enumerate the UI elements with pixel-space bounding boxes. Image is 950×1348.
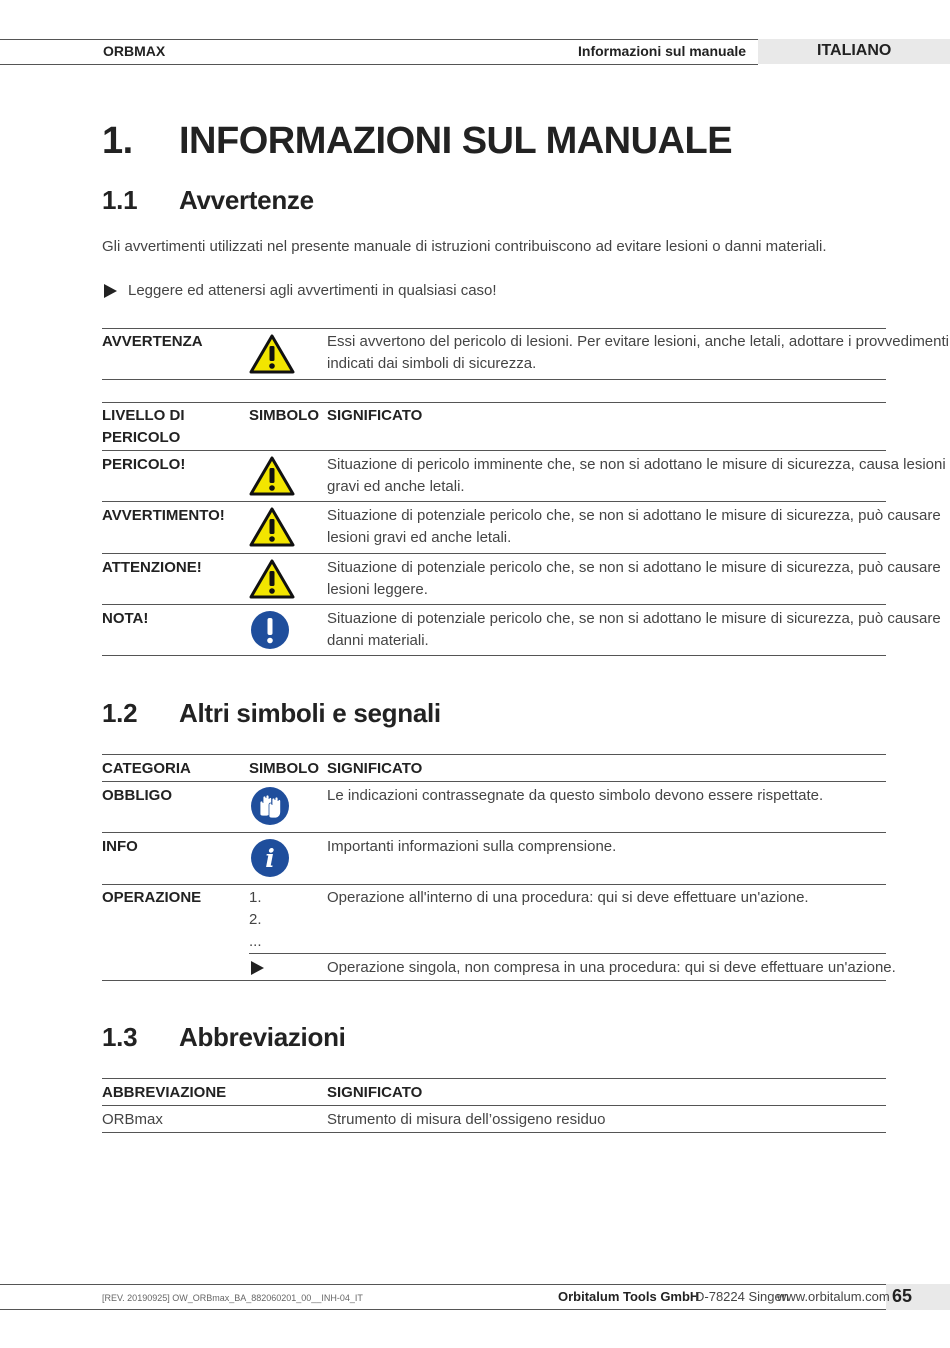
action-instruction: Leggere ed attenersi agli avvertimenti in qualsiasi caso!	[128, 282, 497, 299]
header-product: ORBMAX	[103, 43, 166, 59]
chapter-title: INFORMAZIONI SUL MANUALE	[179, 120, 733, 162]
chapter-number: 1.	[102, 120, 133, 162]
hazard-text-warning-1: Situazione di potenziale pericolo che, se non si adottano le misure di sicurezza, può causare	[327, 507, 941, 524]
exclamation-circle-icon	[250, 610, 290, 655]
footer-website: www.orbitalum.com	[777, 1289, 890, 1304]
hazard-table-top-rule	[102, 402, 886, 403]
symbols-table-bottom-rule	[102, 980, 886, 981]
section-number-1-2: 1.2	[102, 698, 138, 728]
section-number-1-3: 1.3	[102, 1022, 138, 1052]
hazard-text-warning-2: lesioni gravi ed anche letali.	[327, 529, 512, 546]
hazard-row-rule	[102, 501, 886, 502]
operation-sub-rule	[249, 953, 886, 954]
hazard-text-danger-2: gravi ed anche letali.	[327, 478, 465, 495]
abbr-table-bottom-rule	[102, 1132, 886, 1133]
hazard-level-danger: PERICOLO!	[102, 456, 186, 473]
warning-bottom-rule	[102, 379, 886, 380]
hazard-text-caution-2: lesioni leggere.	[327, 581, 428, 598]
abbr-table-top-rule	[102, 1078, 886, 1079]
category-info: INFO	[102, 838, 138, 855]
footer-company: Orbitalum Tools GmbH	[558, 1289, 700, 1304]
symbols-head-category: CATEGORIA	[102, 760, 191, 777]
warning-label: AVVERTENZA	[102, 333, 203, 350]
hazard-level-note: NOTA!	[102, 610, 149, 627]
operation-step-1: 1.	[249, 889, 262, 906]
section-title-1-2: Altri simboli e segnali	[179, 698, 441, 728]
operation-step-more: ...	[249, 933, 262, 950]
hazard-head-level-2: PERICOLO	[102, 429, 181, 446]
header-section: Informazioni sul manuale	[578, 43, 747, 59]
abbr-meaning: Strumento di misura dell’ossigeno residuo	[327, 1111, 606, 1128]
hazard-text-caution-1: Situazione di potenziale pericolo che, se non si adottano le misure di sicurezza, può causare	[327, 559, 941, 576]
category-operazione: OPERAZIONE	[102, 889, 202, 906]
footer-top-rule	[0, 1284, 886, 1285]
header-language: ITALIANO	[817, 42, 892, 59]
hazard-level-warning: AVVERTIMENTO!	[102, 507, 225, 524]
hazard-text-danger-1: Situazione di pericolo imminente che, se non si adottano le misure di sicurezza, causa lesioni	[327, 456, 946, 473]
symbols-head-rule	[102, 781, 886, 782]
abbr-head-abbreviation: ABBREVIAZIONE	[102, 1084, 227, 1101]
warning-triangle-icon	[249, 456, 295, 501]
warning-text-line2: indicati dai simboli di sicurezza.	[327, 355, 537, 372]
action-arrow-icon	[104, 284, 118, 303]
warning-top-rule	[102, 328, 886, 329]
footer-bottom-rule	[0, 1309, 886, 1310]
svg-text:i: i	[265, 844, 275, 873]
hazard-head-meaning: SIGNIFICATO	[327, 407, 423, 424]
warning-text-line1: Essi avvertono del pericolo di lesioni. Per evitare lesioni, anche letali, adottare i provvedimenti	[327, 333, 949, 350]
operation-steps-meaning: Operazione all'interno di una procedura: qui si deve effettuare un'azione.	[327, 889, 809, 906]
hazard-head-level-1: LIVELLO DI	[102, 407, 185, 424]
hazard-level-caution: ATTENZIONE!	[102, 559, 202, 576]
hazard-text-note-2: danni materiali.	[327, 632, 429, 649]
hazard-table-bottom-rule	[102, 655, 886, 656]
section-number-1-1: 1.1	[102, 185, 138, 215]
section-title-1-3: Abbreviazioni	[179, 1022, 346, 1052]
warning-triangle-icon	[249, 559, 295, 604]
symbols-row-rule	[102, 884, 886, 885]
gloves-mandatory-icon	[250, 786, 290, 831]
symbols-row-rule	[102, 832, 886, 833]
warning-triangle-icon	[249, 334, 295, 379]
operation-step-2: 2.	[249, 911, 262, 928]
obbligo-meaning: Le indicazioni contrassegnate da questo simbolo devono essere rispettate.	[327, 787, 824, 804]
info-circle-icon	[250, 838, 290, 883]
symbols-head-meaning: SIGNIFICATO	[327, 760, 423, 777]
header-top-rule	[0, 39, 758, 40]
single-action-arrow-icon	[251, 961, 265, 980]
info-meaning: Importanti informazioni sulla comprensione.	[327, 838, 617, 855]
abbr-head-rule	[102, 1105, 886, 1106]
header-bottom-rule	[0, 64, 758, 65]
hazard-head-symbol: SIMBOLO	[249, 407, 319, 424]
intro-paragraph: Gli avvertimenti utilizzati nel presente manuale di istruzioni contribuiscono ad evitare lesioni o danni materiali.	[102, 238, 827, 255]
symbols-head-symbol: SIMBOLO	[249, 760, 319, 777]
hazard-row-rule	[102, 553, 886, 554]
hazard-text-note-1: Situazione di potenziale pericolo che, se non si adottano le misure di sicurezza, può causare	[327, 610, 941, 627]
symbols-table-top-rule	[102, 754, 886, 755]
operation-single-meaning: Operazione singola, non compresa in una procedura: qui si deve effettuare un'azione.	[327, 959, 896, 976]
abbr-value: ORBmax	[102, 1111, 163, 1128]
section-title-1-1: Avvertenze	[179, 185, 314, 215]
page-number: 65	[892, 1286, 913, 1306]
footer-doc-ref: [REV. 20190925] OW_ORBmax_BA_882060201_00__INH-04_IT	[102, 1293, 363, 1303]
hazard-row-rule	[102, 604, 886, 605]
footer-city: D-78224 Singen	[695, 1289, 789, 1304]
hazard-head-rule	[102, 450, 886, 451]
category-obbligo: OBBLIGO	[102, 787, 172, 804]
warning-triangle-icon	[249, 507, 295, 552]
abbr-head-meaning: SIGNIFICATO	[327, 1084, 423, 1101]
